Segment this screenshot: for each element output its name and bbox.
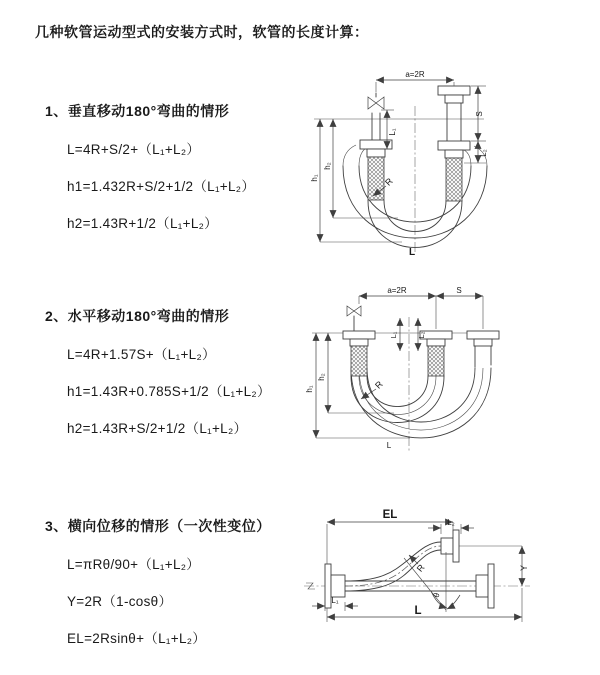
braided-hose [351,346,367,376]
section-2-heading: 2、水平移动180°弯曲的情形 [45,308,230,324]
dim-label-l1: L₁ [388,128,397,136]
radius-label: R [383,176,395,188]
formula-h2: h2=1.43R+1/2（L₁+L₂） [67,216,218,231]
hose-arc [351,376,444,423]
formula-y: Y=2R（1-cosθ） [67,594,173,609]
dim-label-l2: L₂ [479,149,488,157]
flange-right-hub [476,575,488,597]
flange-lower [438,141,470,150]
dim-label-y: Y [519,564,529,572]
flange-hub [350,339,368,346]
formula-h1: h1=1.43R+0.785S+1/2（L₁+L₂） [67,384,271,399]
formula-length: L=πRθ/90+（L₁+L₂） [67,557,201,572]
diagram-vertical-180-bend [306,66,591,258]
flange-hub [474,339,492,346]
dim-label-s: S [475,111,484,117]
dim-label-l: L [414,605,422,617]
flange-upper [438,86,470,95]
valve-icon [376,97,384,109]
dim-label-l1: L₁ [331,596,339,605]
dim-label-s: S [456,286,462,295]
length-label: L [408,247,416,258]
valve-icon [354,306,361,316]
section-3-heading: 3、横向位移的情形（一次性变位） [45,518,271,534]
flange-upper-plate [453,530,459,562]
angle-arc [447,595,460,609]
dim-label-h1: h₁ [310,174,319,182]
braided-hose [428,346,444,376]
flange-right-plate [488,564,494,608]
flange-hub [445,95,463,103]
hose-arc [359,376,436,414]
diagram-horizontal-180-bend [302,281,599,453]
radius-leader [361,389,376,399]
section-lateral-displacement [45,516,271,647]
section-1-heading: 1、垂直移动180°弯曲的情形 [45,103,230,119]
dim-label-h2: h₂ [317,373,326,381]
flange-right [467,331,499,339]
valve-icon [368,97,376,109]
diagram-lateral-displacement [298,498,598,644]
hose-arc [359,368,483,430]
dim-label-l1: L₁ [389,331,398,339]
formula-el: EL=2Rsinθ+（L₁+L₂） [67,631,207,646]
dim-label-l2: L₂ [417,331,426,339]
angle-label: θ [431,591,442,599]
section-horizontal-movement [45,306,271,437]
formula-length: L=4R+1.57S+（L₁+L₂） [67,347,216,362]
flange-hub [427,339,445,346]
section-vertical-movement [45,101,255,232]
dim-label-a2r: a=2R [405,70,425,79]
hose-curve-wall [345,542,441,581]
flange-upper-hub [441,538,453,554]
radius-label: R [373,379,385,391]
flange-left-hub [331,575,345,597]
hose-arc [368,201,462,248]
dim-label-h2: h₂ [323,162,332,170]
formula-h1: h1=1.432R+S/2+1/2（L₁+L₂） [67,179,256,194]
flange-hub [367,149,385,157]
dim-label-l2: L₂ [447,518,455,527]
radius-construction-line [404,558,446,610]
dim-label-h1: h₁ [305,385,314,393]
page-title: 几种软管运动型式的安装方式时，软管的长度计算： [35,24,369,40]
hose-arc-outer [351,368,491,438]
dim-label-a2r: a=2R [387,286,407,295]
length-label: L [386,441,392,450]
hose-arc [367,368,475,422]
flange-hub [445,150,463,158]
flange-left [343,331,375,339]
dim-label-el: EL [382,509,398,521]
valve-icon [347,306,354,316]
formula-h2: h2=1.43R+S/2+1/2（L₁+L₂） [67,421,248,436]
radius-label: R [414,562,427,574]
flange-left-plate [325,564,331,608]
radius-leader [409,555,418,564]
formula-length: L=4R+S/2+（L₁+L₂） [67,142,201,157]
braided-hose [446,158,462,201]
